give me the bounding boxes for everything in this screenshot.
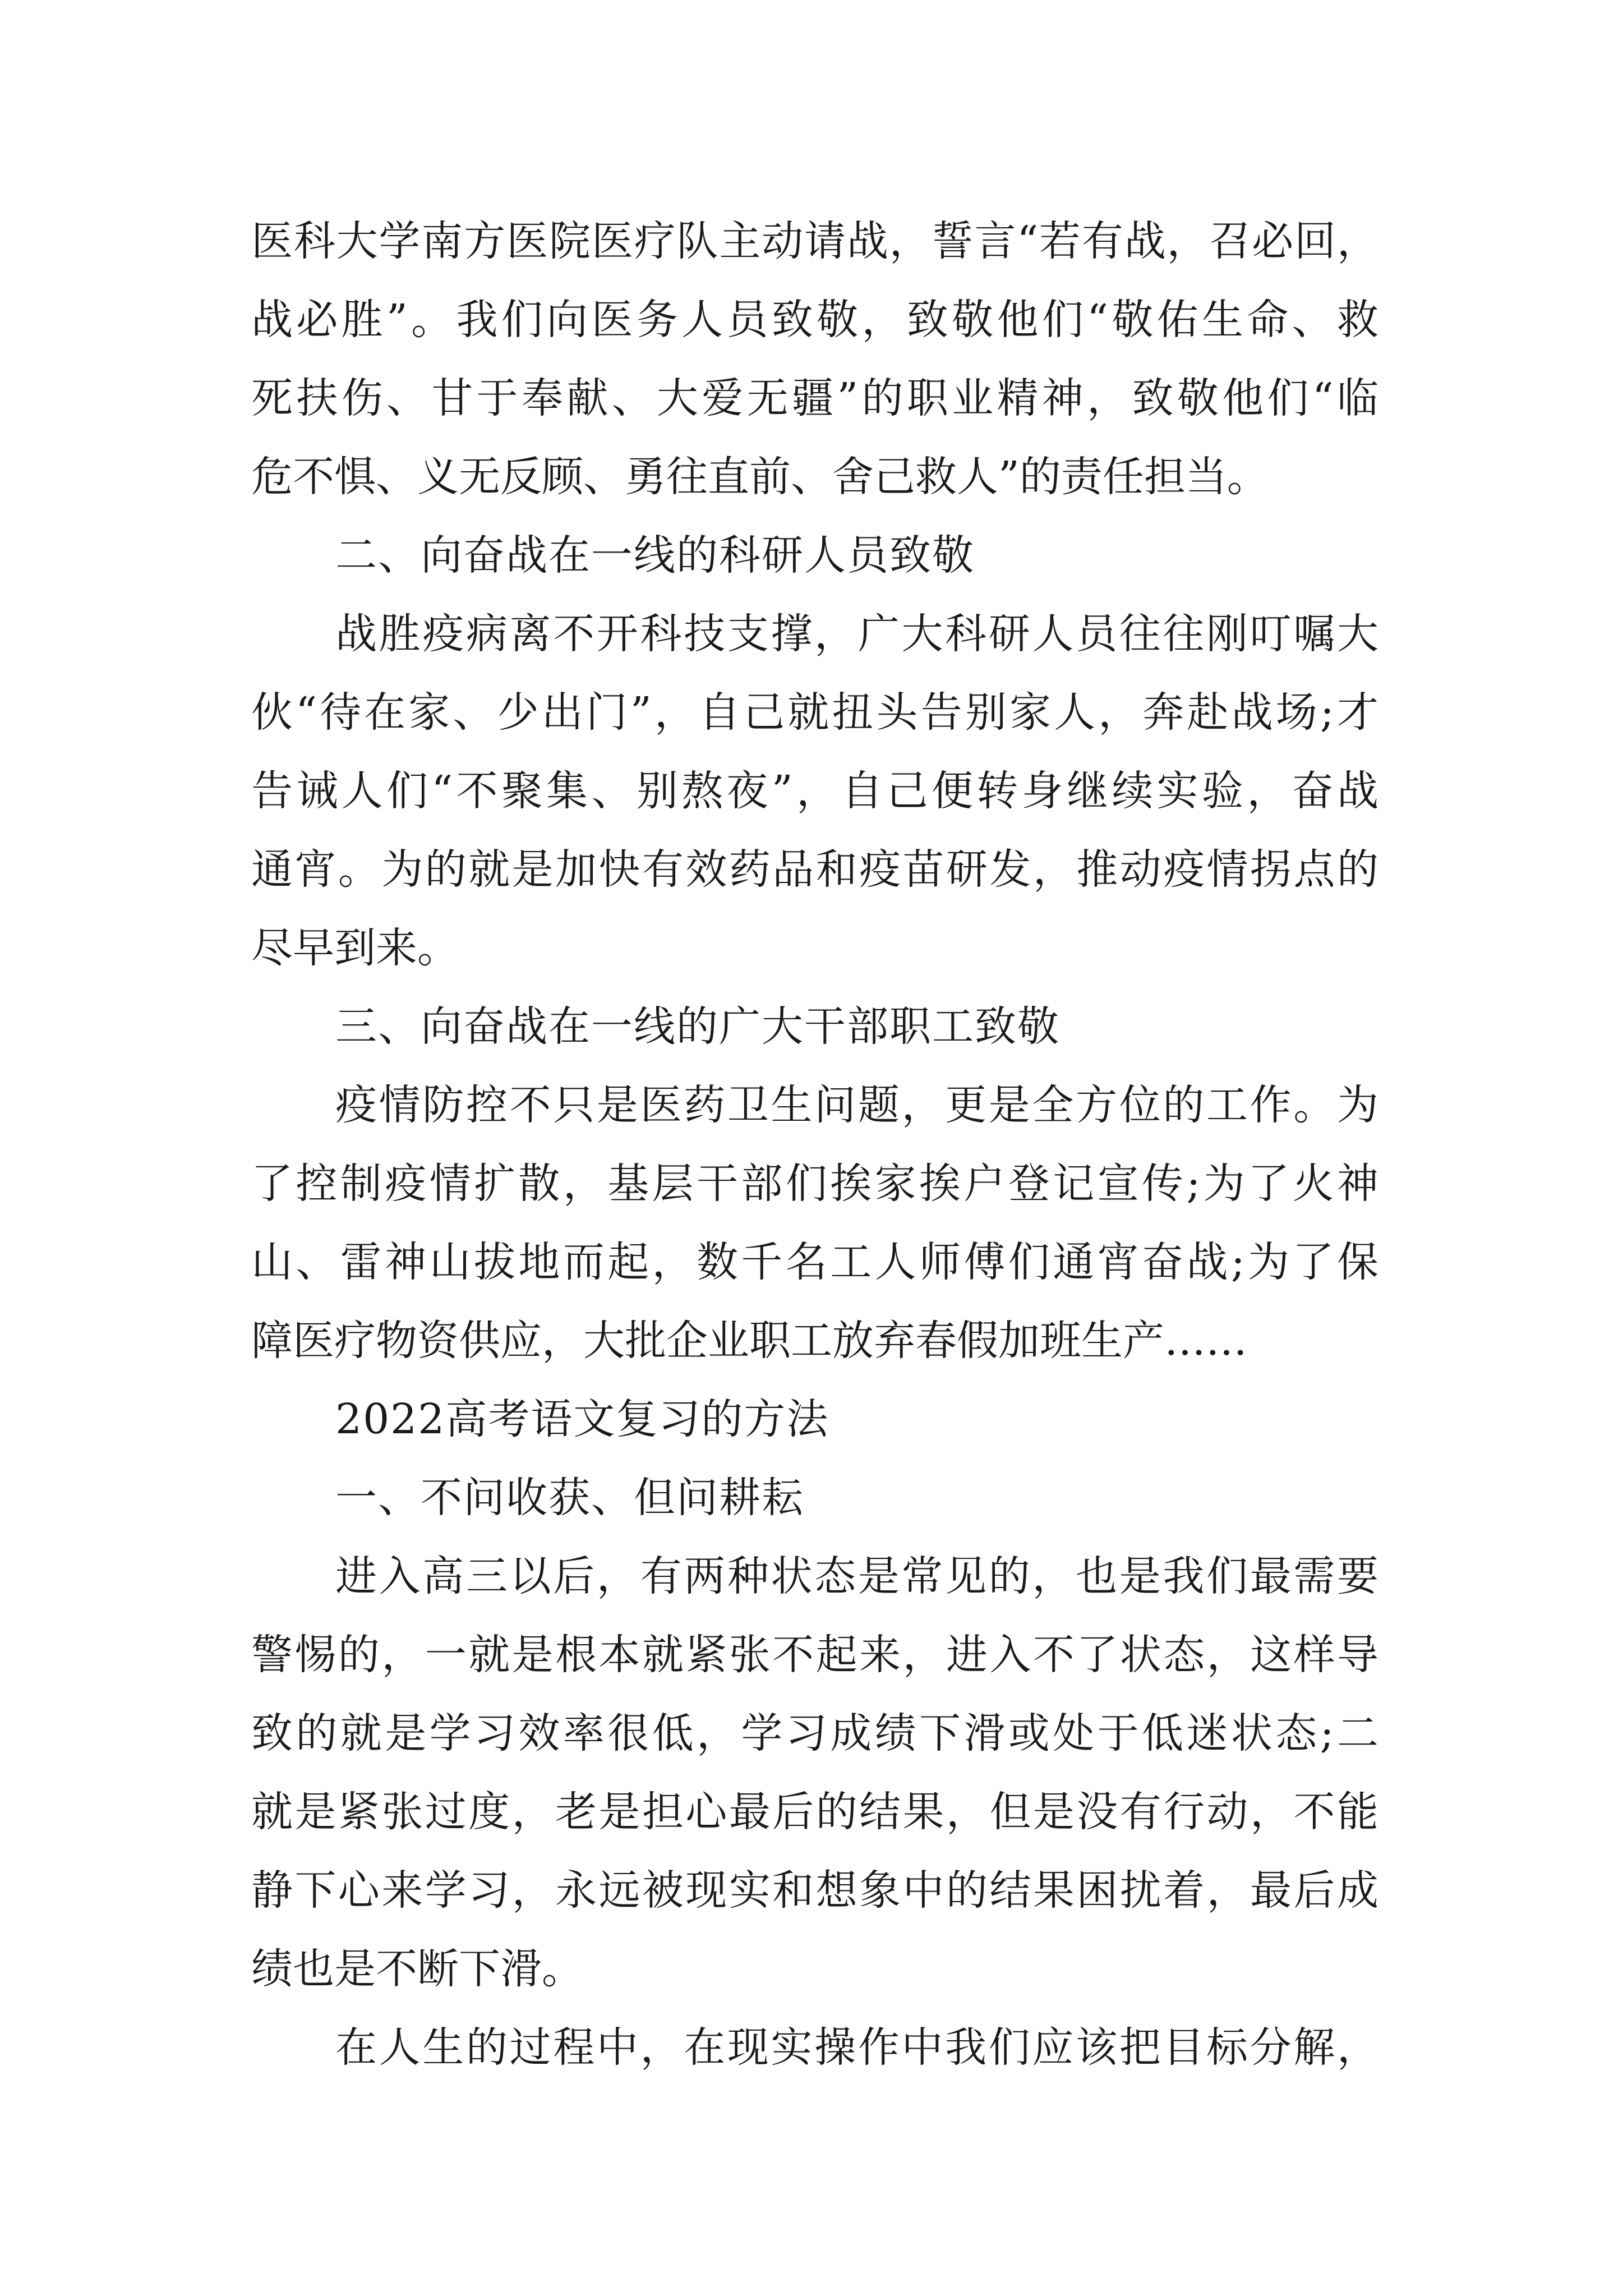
paragraph-line: 致的就是学习效率很低，学习成绩下滑或处于低迷状态;二 bbox=[251, 1709, 1378, 1757]
paragraph-line: 告诫人们“不聚集、别熬夜”，自己便转身继续实验，奋战 bbox=[251, 767, 1378, 815]
paragraph-line: 障医疗物资供应，大批企业职工放弃春假加班生产…… bbox=[251, 1317, 1247, 1365]
paragraph-line: 进入高三以后，有两种状态是常见的，也是我们最需要 bbox=[335, 1552, 1378, 1600]
paragraph-line: 了控制疫情扩散，基层干部们挨家挨户登记宣传;为了火神 bbox=[251, 1159, 1378, 1208]
paragraph-line: 绩也是不断下滑。 bbox=[251, 1945, 583, 1993]
paragraph-line: 尽早到来。 bbox=[251, 924, 459, 972]
article-title: 2022高考语文复习的方法 bbox=[335, 1395, 829, 1443]
section-heading: 二、向奋战在一线的科研人员致敬 bbox=[335, 531, 975, 579]
paragraph-line: 疫情防控不只是医药卫生问题，更是全方位的工作。为 bbox=[335, 1081, 1378, 1129]
section-heading: 一、不问收获、但问耕耘 bbox=[335, 1474, 804, 1522]
section-heading: 三、向奋战在一线的广大干部职工致敬 bbox=[335, 1002, 1060, 1051]
paragraph-line: 战胜疫病离不开科技支撑，广大科研人员往往刚叮嘱大 bbox=[335, 610, 1378, 658]
paragraph-line: 危不惧、义无反顾、勇往直前、舍己救人”的责任担当。 bbox=[251, 453, 1269, 501]
paragraph-line: 静下心来学习，永远被现实和想象中的结果困扰着，最后成 bbox=[251, 1866, 1378, 1915]
paragraph-line: 死扶伤、甘于奉献、大爱无疆”的职业精神，致敬他们“临 bbox=[251, 374, 1378, 422]
paragraph-line: 伙“待在家、少出门”，自己就扭头告别家人，奔赴战场;才 bbox=[251, 688, 1378, 737]
paragraph-line: 就是紧张过度，老是担心最后的结果，但是没有行动，不能 bbox=[251, 1788, 1378, 1836]
paragraph-line: 战必胜”。我们向医务人员致敬，致敬他们“敬佑生命、救 bbox=[251, 296, 1378, 344]
paragraph-line: 医科大学南方医院医疗队主动请战，誓言“若有战，召必回， bbox=[251, 217, 1378, 265]
paragraph-line: 山、雷神山拔地而起，数千名工人师傅们通宵奋战;为了保 bbox=[251, 1238, 1378, 1286]
paragraph-line: 通宵。为的就是加快有效药品和疫苗研发，推动疫情拐点的 bbox=[251, 845, 1378, 894]
paragraph-line: 警惕的，一就是根本就紧张不起来，进入不了状态，这样导 bbox=[251, 1631, 1378, 1679]
paragraph-line: 在人生的过程中，在现实操作中我们应该把目标分解， bbox=[335, 2023, 1378, 2072]
